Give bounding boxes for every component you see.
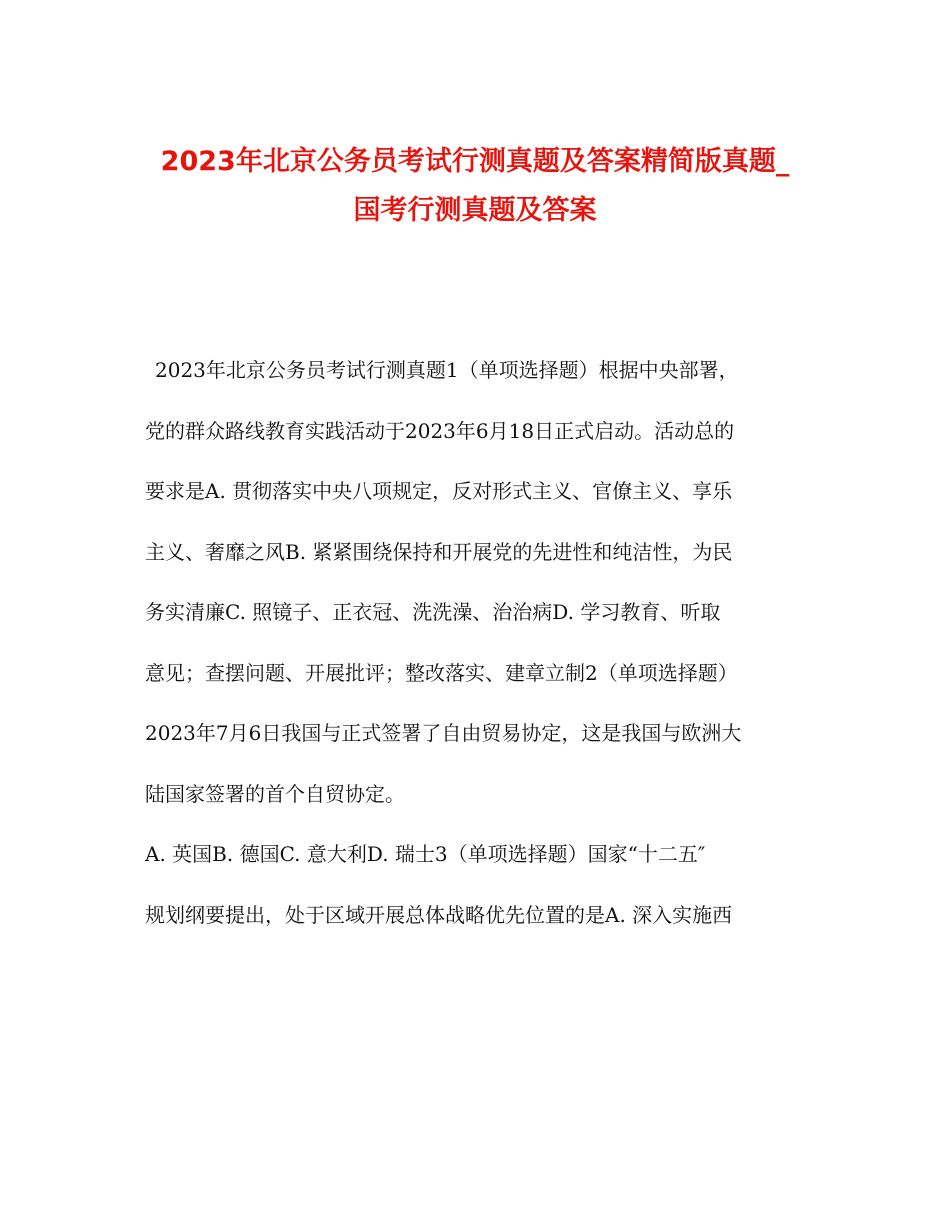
body-line-10: 规划纲要提出，处于区域开展总体战略优先位置的是A. 深入实施西 [145, 902, 733, 927]
body-line-4: 主义、奢靡之风B. 紧紧围绕保持和开展党的先进性和纯洁性，为民 [145, 539, 733, 564]
title-line-1: 2023年北京公务员考试行测真题及答案精简版真题_ [160, 146, 790, 177]
document-title [140, 137, 810, 235]
body-line-5: 务实清廉C. 照镜子、正衣冠、洗洗澡、治治病D. 学习教育、听取 [145, 600, 721, 624]
body-line-9: A. 英国B. 德国C. 意大利D. 瑞士3（单项选择题）国家“十二五″ [145, 842, 706, 866]
body-line-7: 2023年7月6日我国与正式签署了自由贸易协定，这是我国与欧洲大 [145, 721, 742, 745]
body-line-2: 党的群众路线教育实践活动于2023年6月18日正式启动。活动总的 [145, 418, 735, 443]
body-line-3: 要求是A. 贯彻落实中央八项规定，反对形式主义、官僚主义、享乐 [145, 479, 733, 503]
document-body [145, 340, 815, 945]
body-line-6: 意见；查摆问题、开展批评；整改落实、建章立制2（单项选择题） [145, 660, 738, 685]
body-line-1: 2023年北京公务员考试行测真题1（单项选择题）根据中央部署， [155, 358, 739, 382]
title-line-2: 国考行测真题及答案 [353, 195, 597, 226]
body-line-8: 陆国家签署的首个自贸协定。 [145, 781, 405, 806]
